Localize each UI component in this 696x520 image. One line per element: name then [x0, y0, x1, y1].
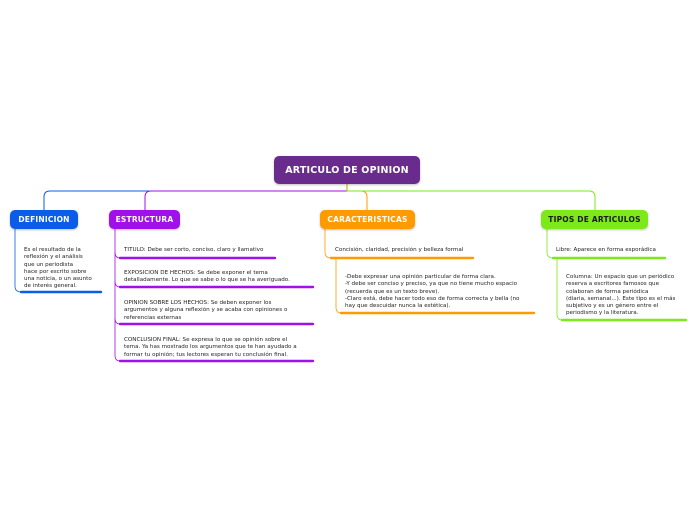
connector-caracteristicas-item-1	[336, 259, 341, 313]
definicion-item-0: Es el resultado de la reflexión y el análisis que un periodista hace por escrito sobre una noticia, o un asunto de interés general.	[24, 247, 92, 290]
caracteristicas-item-1: -Debe expresar una opinión particular de forma clara. -Y debe ser conciso y preciso, ya que no tiene mucho espacio (recuerda que es un texto breve). -Claro está, debe hacer todo eso de forma correcta y bella (no hay que descuidar nunca la estética).	[345, 274, 520, 310]
estructura-item-1: EXPOSICION DE HECHOS: Se debe exponer el tema detalladamente. Lo que se sabe o lo que se ha averiguado.	[124, 270, 290, 284]
connector-root-definicion	[44, 184, 347, 210]
caracteristicas-item-0: Concisión, claridad, precisión y belleza formal	[335, 247, 464, 253]
tipos-item-0: Libre: Aparece en forma esporádica	[556, 247, 656, 253]
branch-caracteristicas[interactable]	[320, 210, 415, 229]
connector-definicion-items	[15, 229, 21, 292]
branch-estructura-title: ESTRUCTURA	[115, 215, 174, 224]
connector-root-estructura	[145, 184, 347, 210]
connector-estructura-items	[115, 229, 120, 361]
connector-tipos-item-1	[557, 259, 562, 320]
branch-tipos-title: TIPOS DE ARTICULOS	[548, 215, 641, 224]
root-title: ARTICULO DE OPINION	[285, 164, 409, 176]
branch-tipos[interactable]	[541, 210, 648, 229]
tipos-item-1: Columna: Un espacio que un periódico reserva a escritores famosos que colaboran de forma periódica (diaria, semanal...). Este tipo es el más subjetivo y es un género entre el periodismo y la literatura.	[566, 274, 676, 317]
connector-caracteristicas-item-0	[325, 229, 331, 258]
estructura-item-2: OPINION SOBRE LOS HECHOS: Se deben exponer los argumentos y alguna reflexión y se acaba con opiniones o referencias externas	[124, 300, 288, 321]
branch-definicion-title: DEFINICION	[18, 215, 70, 224]
connector-tipos-item-0	[547, 229, 553, 258]
branch-definicion[interactable]	[10, 210, 78, 229]
root-node[interactable]	[274, 156, 420, 184]
branch-estructura[interactable]	[109, 210, 180, 229]
branch-caracteristicas-title: CARACTERISTICAS	[327, 215, 408, 224]
connector-root-tipos	[347, 184, 595, 210]
estructura-item-3: CONCLUSION FINAL: Se expresa lo que se opinión sobre el tema. Ya has mostrado los argumentos que te han ayudado a formar tu opinión; tus lectores esperan tu conclusión final.	[124, 337, 297, 358]
connector-root-caracteristicas	[347, 184, 367, 210]
estructura-item-0: TITULO: Debe ser corto, conciso, claro y llamativo	[124, 247, 264, 253]
